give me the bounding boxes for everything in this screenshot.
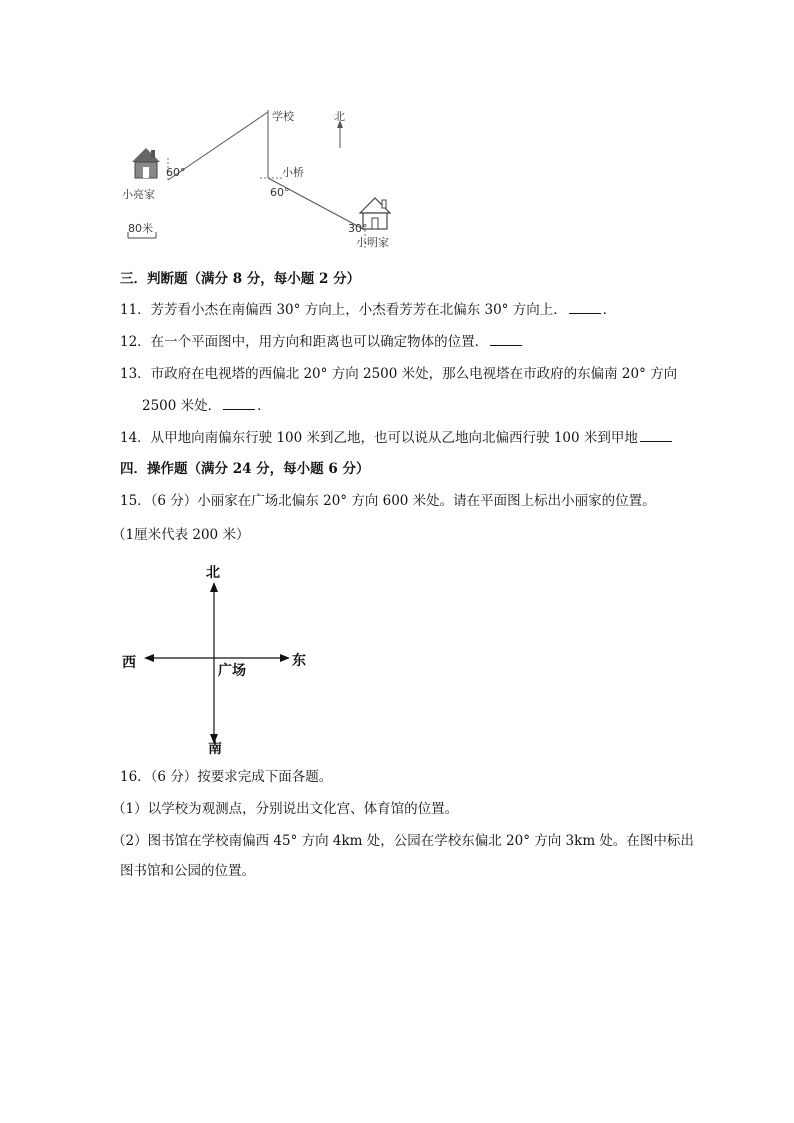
angle-b-label: 60° [270, 186, 290, 199]
xiaoliang-home-label: 小亮家 [122, 188, 155, 201]
bridge-label: 小桥 [282, 166, 304, 179]
question-15-scale: （1厘米代表 200 米） [112, 527, 250, 543]
school-label: 学校 [272, 110, 294, 123]
question-12 [120, 333, 524, 351]
scale-label: 80米 [128, 222, 153, 235]
north-arrowhead [210, 582, 218, 592]
xiaoliang-house-icon [132, 148, 160, 178]
question-16-part2-line2: 图书馆和公园的位置。 [120, 863, 255, 879]
question-16-part1: （1）以学校为观测点，分别说出文化宫、体育馆的位置。 [112, 801, 459, 817]
north-label: 北 [334, 110, 345, 123]
east-arrowhead [280, 654, 290, 662]
angle-c-label: 30° [348, 222, 368, 235]
compass-north-label: 北 [206, 565, 220, 581]
question-14 [120, 429, 674, 447]
question-13-end: ． [257, 398, 271, 414]
section4-heading: 四．操作题（满分 24 分，每小题 6 分） [120, 461, 370, 477]
question-11-end: ． [602, 302, 617, 318]
question-16-part2-line1: （2）图书馆在学校南偏西 45° 方向 4km 处，公园在学校东偏北 20° 方向 3km 处。在图中标出 [112, 833, 694, 849]
compass-diagram [120, 560, 320, 760]
question-13-line1: 13．市政府在电视塔的西偏北 20° 方向 2500 米处，那么电视塔在市政府的东偏南 20° 方向 [120, 366, 678, 382]
west-arrowhead [144, 654, 154, 662]
question-14-text: 14．从甲地向南偏东行驶 100 米到乙地，也可以说从乙地向北偏西行驶 100 米到甲地 [120, 430, 638, 446]
question-13-text2: 2500 米处． [142, 398, 222, 414]
answer-blank-13[interactable] [223, 397, 255, 410]
answer-blank-14[interactable] [640, 429, 672, 442]
question-13-line2 [142, 397, 271, 415]
compass-center-label: 广场 [218, 663, 246, 679]
question-11 [120, 301, 616, 319]
angle-a-label: 60° [166, 166, 186, 179]
answer-blank-12[interactable] [490, 333, 522, 346]
question-15: 15．（6 分）小丽家在广场北偏东 20° 方向 600 米处。请在平面图上标出小丽家的位置。 [120, 493, 656, 509]
compass-south-label: 南 [208, 741, 222, 757]
question-16: 16．（6 分）按要求完成下面各题。 [120, 769, 333, 785]
compass-east-label: 东 [292, 653, 306, 669]
xiaoming-home-label: 小明家 [356, 236, 389, 249]
section3-heading: 三．判断题（满分 8 分，每小题 2 分） [120, 271, 361, 287]
answer-blank-11[interactable] [569, 301, 601, 314]
question-11-text: 11．芳芳看小杰在南偏西 30° 方向上，小杰看芳芳在北偏东 30° 方向上． [120, 302, 567, 318]
question-12-text: 12．在一个平面图中，用方向和距离也可以确定物体的位置． [120, 334, 489, 350]
compass-west-label: 西 [122, 655, 136, 671]
route-map-figure [120, 100, 440, 255]
